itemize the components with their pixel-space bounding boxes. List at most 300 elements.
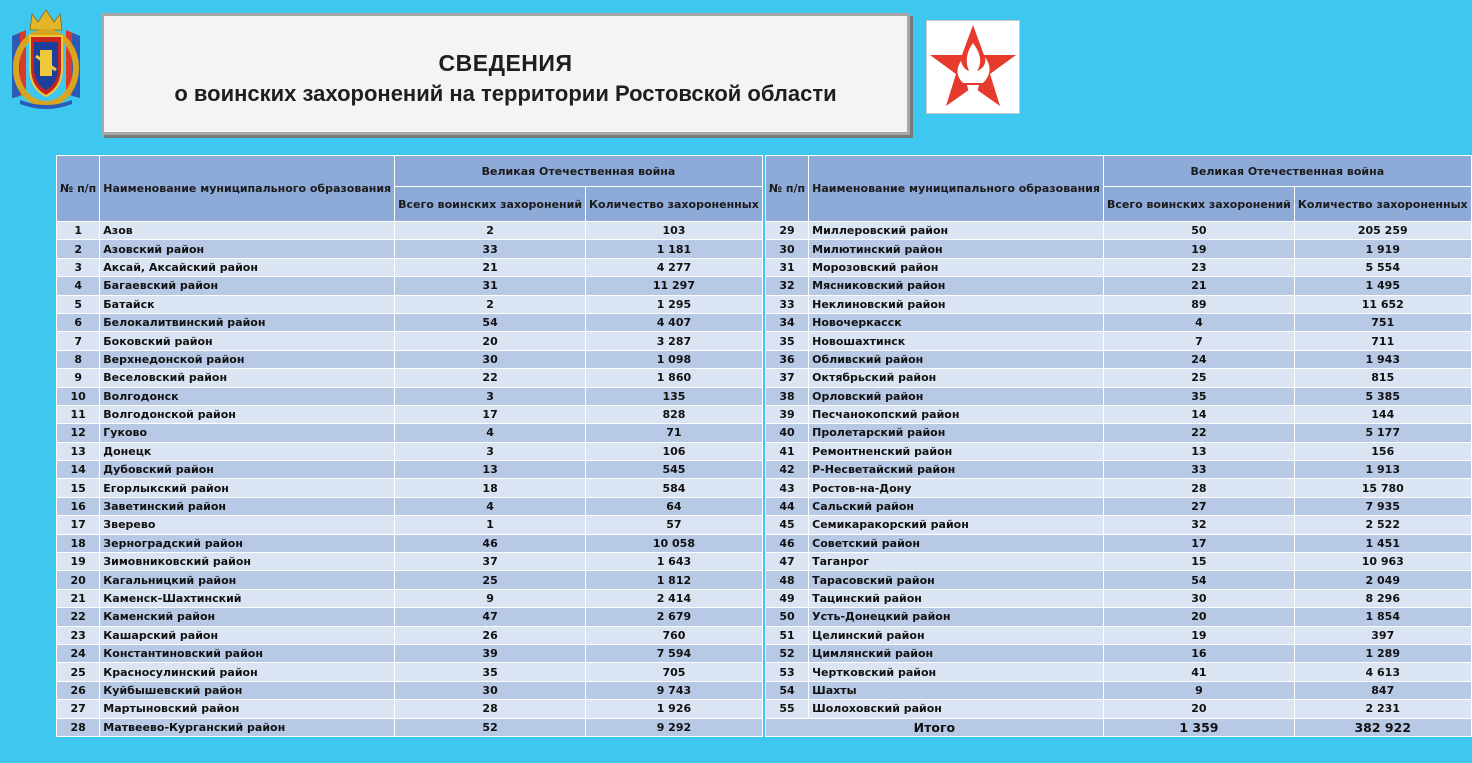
- row-name: Верхнедонской район: [100, 350, 395, 368]
- row-name: Куйбышевский район: [100, 681, 395, 699]
- row-burials: 28: [1103, 479, 1294, 497]
- row-name: Красносулинский район: [100, 663, 395, 681]
- row-number: 27: [57, 700, 100, 718]
- row-buried: 4 277: [586, 258, 763, 276]
- row-number: 51: [765, 626, 808, 644]
- row-buried: 8 296: [1294, 589, 1471, 607]
- row-buried: 9 292: [586, 718, 763, 736]
- row-number: 21: [57, 589, 100, 607]
- row-buried: 1 181: [586, 240, 763, 258]
- table-row: [57, 516, 763, 534]
- row-name: Батайск: [100, 295, 395, 313]
- row-buried: 815: [1294, 369, 1471, 387]
- table-row: [57, 700, 763, 718]
- row-buried: 144: [1294, 405, 1471, 423]
- table-row: [57, 608, 763, 626]
- row-name: Песчанокопский район: [809, 405, 1104, 423]
- row-number: 31: [765, 258, 808, 276]
- row-burials: 2: [395, 222, 586, 240]
- header-burials: Всего воинских захоронений: [1103, 187, 1294, 222]
- row-number: 42: [765, 461, 808, 479]
- table-row: [765, 461, 1471, 479]
- row-number: 3: [57, 258, 100, 276]
- row-number: 37: [765, 369, 808, 387]
- header-group: Великая Отечественная война: [395, 156, 763, 187]
- header-buried: Количество захороненных: [586, 187, 763, 222]
- row-number: 12: [57, 424, 100, 442]
- header-num: № п/п: [765, 156, 808, 222]
- row-buried: 1 812: [586, 571, 763, 589]
- row-buried: 2 049: [1294, 571, 1471, 589]
- row-name: Матвеево-Курганский район: [100, 718, 395, 736]
- row-burials: 31: [395, 277, 586, 295]
- row-name: Заветинский район: [100, 497, 395, 515]
- row-burials: 54: [1103, 571, 1294, 589]
- row-buried: 11 297: [586, 277, 763, 295]
- row-name: Волгодонск: [100, 387, 395, 405]
- table-row: [57, 277, 763, 295]
- row-buried: 2 414: [586, 589, 763, 607]
- row-buried: 135: [586, 387, 763, 405]
- row-name: Целинский район: [809, 626, 1104, 644]
- row-burials: 7: [1103, 332, 1294, 350]
- total-row: [765, 718, 1471, 736]
- row-burials: 30: [1103, 589, 1294, 607]
- row-name: Шолоховский район: [809, 700, 1104, 718]
- row-buried: 1 451: [1294, 534, 1471, 552]
- row-buried: 2 522: [1294, 516, 1471, 534]
- row-number: 32: [765, 277, 808, 295]
- header-buried: Количество захороненных: [1294, 187, 1471, 222]
- row-buried: 5 385: [1294, 387, 1471, 405]
- page-subtitle: о воинских захоронений на территории Ростовской области: [174, 81, 837, 106]
- row-burials: 33: [1103, 461, 1294, 479]
- row-number: 4: [57, 277, 100, 295]
- row-buried: 103: [586, 222, 763, 240]
- row-burials: 27: [1103, 497, 1294, 515]
- row-buried: 106: [586, 442, 763, 460]
- table-row: [765, 571, 1471, 589]
- row-burials: 19: [1103, 240, 1294, 258]
- row-number: 49: [765, 589, 808, 607]
- row-buried: 2 231: [1294, 700, 1471, 718]
- row-buried: 156: [1294, 442, 1471, 460]
- row-buried: 1 495: [1294, 277, 1471, 295]
- table-row: [57, 369, 763, 387]
- row-number: 26: [57, 681, 100, 699]
- table-row: [57, 405, 763, 423]
- row-burials: 50: [1103, 222, 1294, 240]
- row-burials: 54: [395, 313, 586, 331]
- row-number: 46: [765, 534, 808, 552]
- row-number: 7: [57, 332, 100, 350]
- burials-table-left: [56, 155, 763, 737]
- row-number: 34: [765, 313, 808, 331]
- row-name: Зверево: [100, 516, 395, 534]
- row-number: 19: [57, 553, 100, 571]
- header-group: Великая Отечественная война: [1103, 156, 1471, 187]
- row-number: 36: [765, 350, 808, 368]
- table-row: [57, 442, 763, 460]
- row-name: Каменск-Шахтинский: [100, 589, 395, 607]
- row-burials: 9: [1103, 681, 1294, 699]
- row-number: 24: [57, 644, 100, 662]
- row-buried: 205 259: [1294, 222, 1471, 240]
- row-buried: 15 780: [1294, 479, 1471, 497]
- row-number: 2: [57, 240, 100, 258]
- row-number: 33: [765, 295, 808, 313]
- table-row: [765, 663, 1471, 681]
- row-buried: 1 289: [1294, 644, 1471, 662]
- row-buried: 57: [586, 516, 763, 534]
- row-name: Волгодонской район: [100, 405, 395, 423]
- row-name: Зерноградский район: [100, 534, 395, 552]
- row-buried: 10 963: [1294, 553, 1471, 571]
- row-name: Боковский район: [100, 332, 395, 350]
- row-buried: 4 613: [1294, 663, 1471, 681]
- row-burials: 21: [1103, 277, 1294, 295]
- row-buried: 5 554: [1294, 258, 1471, 276]
- row-buried: 1 643: [586, 553, 763, 571]
- row-burials: 17: [395, 405, 586, 423]
- row-number: 47: [765, 553, 808, 571]
- row-name: Сальский район: [809, 497, 1104, 515]
- table-row: [765, 516, 1471, 534]
- row-burials: 28: [395, 700, 586, 718]
- table-row: [765, 258, 1471, 276]
- row-name: Мясниковский район: [809, 277, 1104, 295]
- table-body-left: [57, 222, 763, 737]
- burials-table-right: [765, 155, 1472, 737]
- row-buried: 705: [586, 663, 763, 681]
- row-buried: 1 098: [586, 350, 763, 368]
- table-row: [765, 589, 1471, 607]
- row-name: Белокалитвинский район: [100, 313, 395, 331]
- row-number: 10: [57, 387, 100, 405]
- row-burials: 15: [1103, 553, 1294, 571]
- row-number: 9: [57, 369, 100, 387]
- table-body-right: [765, 222, 1471, 737]
- row-number: 29: [765, 222, 808, 240]
- row-burials: 20: [1103, 608, 1294, 626]
- row-buried: 828: [586, 405, 763, 423]
- row-name: Советский район: [809, 534, 1104, 552]
- row-name: Азовский район: [100, 240, 395, 258]
- row-number: 39: [765, 405, 808, 423]
- table-row: [57, 663, 763, 681]
- table-row: [57, 240, 763, 258]
- row-number: 5: [57, 295, 100, 313]
- row-number: 15: [57, 479, 100, 497]
- row-name: Кагальницкий район: [100, 571, 395, 589]
- row-burials: 24: [1103, 350, 1294, 368]
- row-buried: 584: [586, 479, 763, 497]
- row-number: 18: [57, 534, 100, 552]
- row-number: 25: [57, 663, 100, 681]
- row-buried: 4 407: [586, 313, 763, 331]
- row-buried: 9 743: [586, 681, 763, 699]
- row-burials: 2: [395, 295, 586, 313]
- row-number: 45: [765, 516, 808, 534]
- row-burials: 3: [395, 387, 586, 405]
- row-name: Азов: [100, 222, 395, 240]
- row-burials: 47: [395, 608, 586, 626]
- table-row: [57, 313, 763, 331]
- row-name: Ремонтненский район: [809, 442, 1104, 460]
- row-burials: 13: [1103, 442, 1294, 460]
- table-row: [57, 589, 763, 607]
- row-buried: 7 594: [586, 644, 763, 662]
- row-name: Аксай, Аксайский район: [100, 258, 395, 276]
- table-row: [765, 608, 1471, 626]
- row-buried: 1 913: [1294, 461, 1471, 479]
- row-burials: 1: [395, 516, 586, 534]
- row-number: 30: [765, 240, 808, 258]
- row-burials: 21: [395, 258, 586, 276]
- row-name: Тарасовский район: [809, 571, 1104, 589]
- table-row: [57, 553, 763, 571]
- row-name: Веселовский район: [100, 369, 395, 387]
- row-burials: 16: [1103, 644, 1294, 662]
- row-buried: 1 860: [586, 369, 763, 387]
- row-burials: 46: [395, 534, 586, 552]
- row-name: Миллеровский район: [809, 222, 1104, 240]
- row-name: Чертковский район: [809, 663, 1104, 681]
- table-row: [765, 295, 1471, 313]
- row-number: 40: [765, 424, 808, 442]
- row-number: 44: [765, 497, 808, 515]
- table-row: [765, 222, 1471, 240]
- table-row: [765, 405, 1471, 423]
- row-number: 8: [57, 350, 100, 368]
- row-name: Мартыновский район: [100, 700, 395, 718]
- row-burials: 39: [395, 644, 586, 662]
- row-burials: 4: [1103, 313, 1294, 331]
- table-row: [57, 534, 763, 552]
- row-number: 28: [57, 718, 100, 736]
- row-number: 38: [765, 387, 808, 405]
- row-number: 35: [765, 332, 808, 350]
- rostov-region-coat-of-arms-icon: [6, 6, 86, 110]
- row-number: 13: [57, 442, 100, 460]
- table-row: [765, 497, 1471, 515]
- table-row: [765, 240, 1471, 258]
- table-row: [765, 553, 1471, 571]
- table-row: [57, 718, 763, 736]
- row-name: Цимлянский район: [809, 644, 1104, 662]
- row-number: 43: [765, 479, 808, 497]
- row-buried: 847: [1294, 681, 1471, 699]
- row-name: Багаевский район: [100, 277, 395, 295]
- row-name: Новошахтинск: [809, 332, 1104, 350]
- title-banner: [101, 13, 910, 135]
- row-name: Орловский район: [809, 387, 1104, 405]
- row-buried: 5 177: [1294, 424, 1471, 442]
- table-row: [765, 700, 1471, 718]
- header-num: № п/п: [57, 156, 100, 222]
- red-star-logo: [926, 20, 1020, 114]
- row-number: 54: [765, 681, 808, 699]
- row-name: Егорлыкский район: [100, 479, 395, 497]
- table-row: [57, 479, 763, 497]
- header-name: Наименование муниципального образования: [809, 156, 1104, 222]
- row-number: 14: [57, 461, 100, 479]
- row-burials: 14: [1103, 405, 1294, 423]
- row-buried: 1 295: [586, 295, 763, 313]
- row-name: Кашарский район: [100, 626, 395, 644]
- row-number: 23: [57, 626, 100, 644]
- row-name: Константиновский район: [100, 644, 395, 662]
- row-name: Дубовский район: [100, 461, 395, 479]
- row-burials: 20: [395, 332, 586, 350]
- row-number: 22: [57, 608, 100, 626]
- row-buried: 1 919: [1294, 240, 1471, 258]
- row-name: Новочеркасск: [809, 313, 1104, 331]
- red-star-eternal-flame-icon: [927, 21, 1019, 113]
- row-burials: 19: [1103, 626, 1294, 644]
- table-row: [57, 644, 763, 662]
- row-name: Милютинский район: [809, 240, 1104, 258]
- row-buried: 751: [1294, 313, 1471, 331]
- table-row: [57, 258, 763, 276]
- row-burials: 18: [395, 479, 586, 497]
- row-burials: 25: [1103, 369, 1294, 387]
- row-name: Шахты: [809, 681, 1104, 699]
- row-name: Каменский район: [100, 608, 395, 626]
- row-burials: 32: [1103, 516, 1294, 534]
- table-row: [765, 424, 1471, 442]
- row-buried: 711: [1294, 332, 1471, 350]
- table-row: [765, 681, 1471, 699]
- row-buried: 397: [1294, 626, 1471, 644]
- row-burials: 3: [395, 442, 586, 460]
- row-burials: 26: [395, 626, 586, 644]
- table-row: [57, 350, 763, 368]
- table-row: [57, 387, 763, 405]
- table-row: [765, 442, 1471, 460]
- row-buried: 64: [586, 497, 763, 515]
- table-row: [765, 644, 1471, 662]
- burials-tables: [56, 155, 1468, 737]
- row-name: Тацинский район: [809, 589, 1104, 607]
- row-name: Пролетарский район: [809, 424, 1104, 442]
- row-buried: 760: [586, 626, 763, 644]
- row-buried: 7 935: [1294, 497, 1471, 515]
- row-name: Морозовский район: [809, 258, 1104, 276]
- table-row: [57, 626, 763, 644]
- row-burials: 52: [395, 718, 586, 736]
- row-name: Р-Несветайский район: [809, 461, 1104, 479]
- row-number: 52: [765, 644, 808, 662]
- table-row: [765, 350, 1471, 368]
- row-number: 16: [57, 497, 100, 515]
- row-burials: 13: [395, 461, 586, 479]
- row-buried: 11 652: [1294, 295, 1471, 313]
- row-number: 41: [765, 442, 808, 460]
- row-name: Таганрог: [809, 553, 1104, 571]
- row-buried: 71: [586, 424, 763, 442]
- table-row: [765, 534, 1471, 552]
- row-burials: 9: [395, 589, 586, 607]
- total-buried: 382 922: [1294, 718, 1471, 736]
- row-buried: 1 943: [1294, 350, 1471, 368]
- row-name: Октябрьский район: [809, 369, 1104, 387]
- table-row: [57, 332, 763, 350]
- table-row: [765, 332, 1471, 350]
- row-number: 17: [57, 516, 100, 534]
- row-number: 48: [765, 571, 808, 589]
- row-number: 11: [57, 405, 100, 423]
- row-burials: 22: [1103, 424, 1294, 442]
- header-name: Наименование муниципального образования: [100, 156, 395, 222]
- row-number: 50: [765, 608, 808, 626]
- row-number: 53: [765, 663, 808, 681]
- row-burials: 35: [395, 663, 586, 681]
- table-row: [57, 461, 763, 479]
- row-name: Ростов-на-Дону: [809, 479, 1104, 497]
- page-title: СВЕДЕНИЯ: [438, 50, 573, 76]
- table-row: [57, 295, 763, 313]
- row-name: Семикаракорский район: [809, 516, 1104, 534]
- row-buried: 1 854: [1294, 608, 1471, 626]
- row-burials: 35: [1103, 387, 1294, 405]
- row-name: Зимовниковский район: [100, 553, 395, 571]
- row-name: Гуково: [100, 424, 395, 442]
- table-row: [765, 369, 1471, 387]
- total-label: Итого: [765, 718, 1103, 736]
- row-burials: 33: [395, 240, 586, 258]
- row-name: Донецк: [100, 442, 395, 460]
- table-row: [57, 497, 763, 515]
- row-number: 1: [57, 222, 100, 240]
- table-row: [765, 479, 1471, 497]
- row-number: 20: [57, 571, 100, 589]
- table-row: [57, 222, 763, 240]
- row-buried: 545: [586, 461, 763, 479]
- row-burials: 17: [1103, 534, 1294, 552]
- row-burials: 30: [395, 350, 586, 368]
- row-burials: 41: [1103, 663, 1294, 681]
- total-burials: 1 359: [1103, 718, 1294, 736]
- row-name: Обливский район: [809, 350, 1104, 368]
- table-row: [765, 387, 1471, 405]
- table-row: [765, 626, 1471, 644]
- row-burials: 37: [395, 553, 586, 571]
- row-buried: 10 058: [586, 534, 763, 552]
- row-name: Усть-Донецкий район: [809, 608, 1104, 626]
- row-number: 6: [57, 313, 100, 331]
- table-row: [765, 313, 1471, 331]
- row-burials: 89: [1103, 295, 1294, 313]
- row-burials: 4: [395, 497, 586, 515]
- table-row: [57, 571, 763, 589]
- row-buried: 1 926: [586, 700, 763, 718]
- row-name: Неклиновский район: [809, 295, 1104, 313]
- row-number: 55: [765, 700, 808, 718]
- row-buried: 3 287: [586, 332, 763, 350]
- row-burials: 25: [395, 571, 586, 589]
- table-row: [765, 277, 1471, 295]
- table-row: [57, 681, 763, 699]
- header-burials: Всего воинских захоронений: [395, 187, 586, 222]
- table-row: [57, 424, 763, 442]
- row-burials: 4: [395, 424, 586, 442]
- row-burials: 23: [1103, 258, 1294, 276]
- row-buried: 2 679: [586, 608, 763, 626]
- row-burials: 20: [1103, 700, 1294, 718]
- row-burials: 22: [395, 369, 586, 387]
- row-burials: 30: [395, 681, 586, 699]
